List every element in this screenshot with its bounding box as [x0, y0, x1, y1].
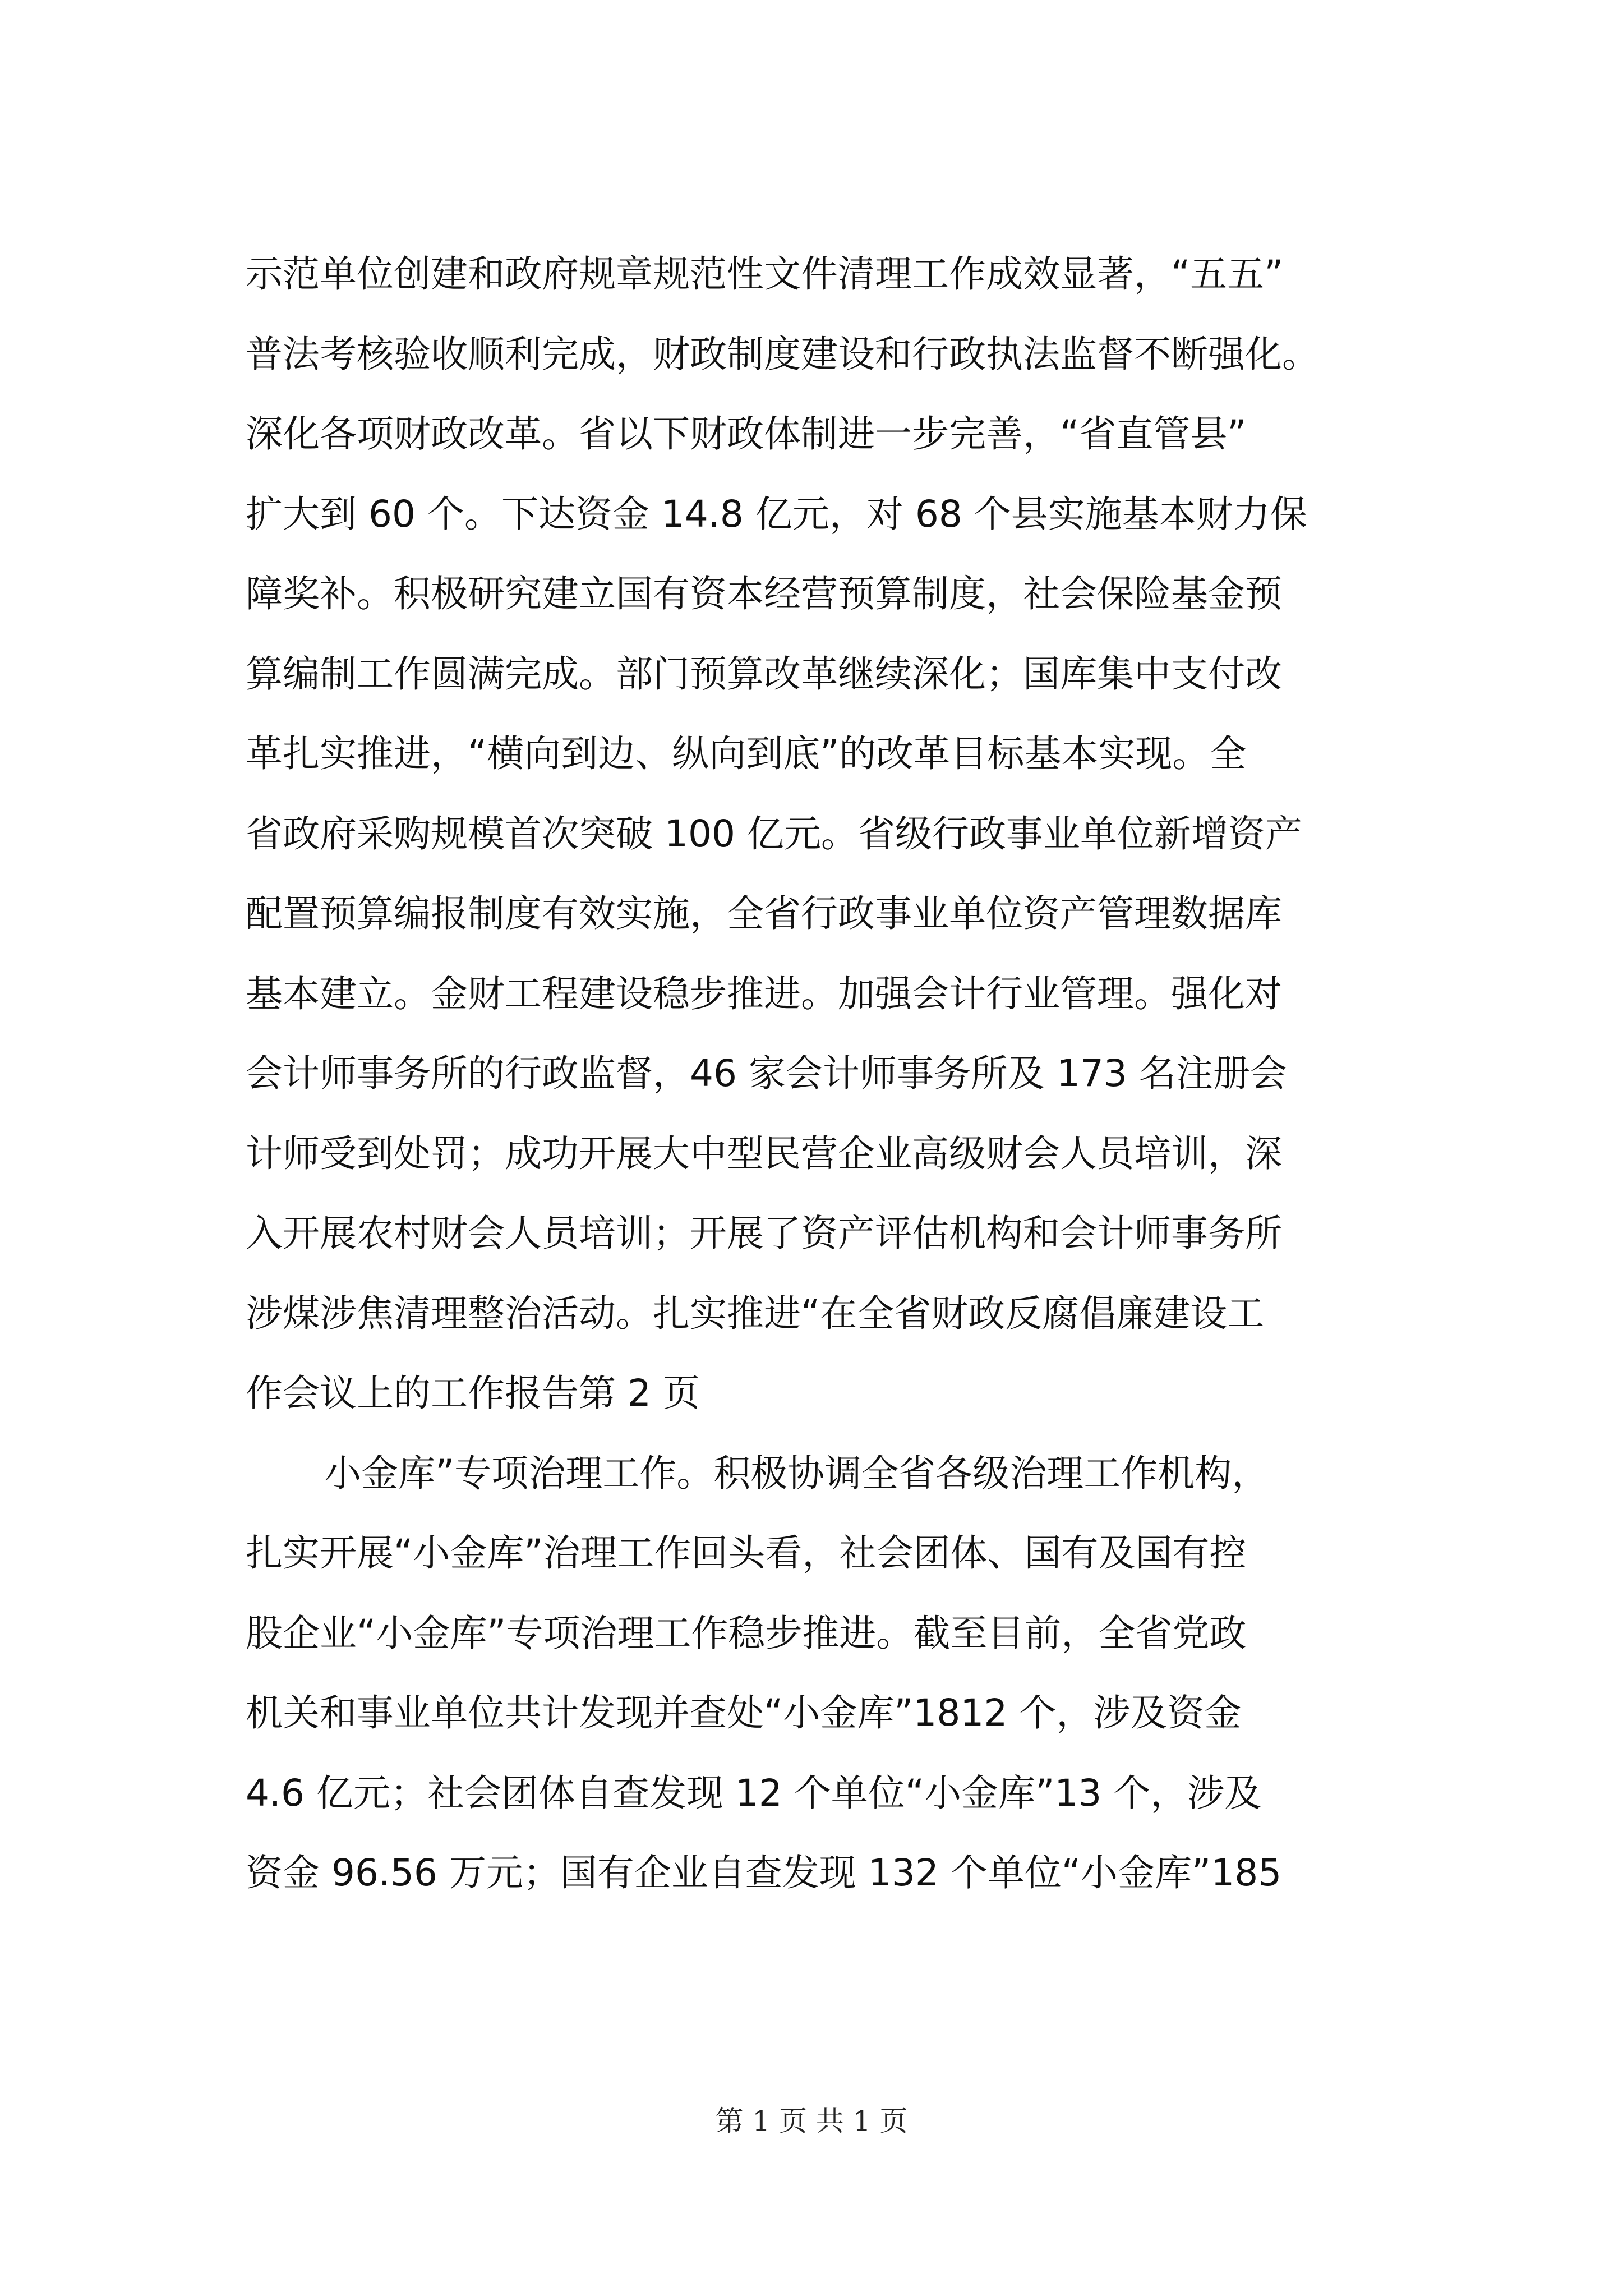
text-line: 计师受到处罚；成功开展大中型民营企业高级财会人员培训，深: [246, 1131, 1282, 1175]
text-line: 扎实开展“小金库”治理工作回头看，社会团体、国有及国有控: [246, 1531, 1247, 1575]
text-line: 普法考核验收顺利完成，财政制度建设和行政执法监督不断强化。: [246, 332, 1319, 376]
text-line: 资金 96.56 万元；国有企业自查发现 132 个单位“小金库”185: [246, 1851, 1282, 1894]
text-line: 作会议上的工作报告第 2 页: [246, 1372, 700, 1415]
text-line: 省政府采购规模首次突破 100 亿元。省级行政事业单位新增资产: [246, 812, 1302, 855]
text-line: 障奖补。积极研究建立国有资本经营预算制度，社会保险基金预: [246, 572, 1282, 615]
text-line: 股企业“小金库”专项治理工作稳步推进。截至目前，全省党政: [246, 1611, 1247, 1655]
text-line: 革扎实推进，“横向到边、纵向到底”的改革目标基本实现。全: [246, 732, 1247, 775]
text-line: 4.6 亿元；社会团体自查发现 12 个单位“小金库”13 个，涉及: [246, 1771, 1262, 1815]
text-line: 涉煤涉焦清理整治活动。扎实推进“在全省财政反腐倡廉建设工: [246, 1291, 1265, 1335]
text-line: 深化各项财政改革。省以下财政体制进一步完善，“省直管县”: [246, 412, 1247, 455]
text-line: 示范单位创建和政府规章规范性文件清理工作成效显著，“五五”: [246, 252, 1284, 296]
text-line: 算编制工作圆满完成。部门预算改革继续深化；国库集中支付改: [246, 652, 1282, 696]
text-line: 会计师事务所的行政监督，46 家会计师事务所及 173 名注册会: [246, 1052, 1287, 1095]
text-line: 配置预算编报制度有效实施，全省行政事业单位资产管理数据库: [246, 892, 1282, 935]
text-line: 扩大到 60 个。下达资金 14.8 亿元，对 68 个县实施基本财力保: [246, 492, 1307, 536]
text-line: 基本建立。金财工程建设稳步推进。加强会计行业管理。强化对: [246, 972, 1282, 1015]
body-text: [246, 234, 1429, 1913]
page-footer: 第 1 页 共 1 页: [715, 2105, 908, 2137]
text-line: 机关和事业单位共计发现并查处“小金库”1812 个，涉及资金: [246, 1691, 1242, 1734]
text-line: 入开展农村财会人员培训；开展了资产评估机构和会计师事务所: [246, 1212, 1282, 1255]
paragraph-start-line: 小金库”专项治理工作。积极协调全省各级治理工作机构，: [324, 1451, 1269, 1495]
